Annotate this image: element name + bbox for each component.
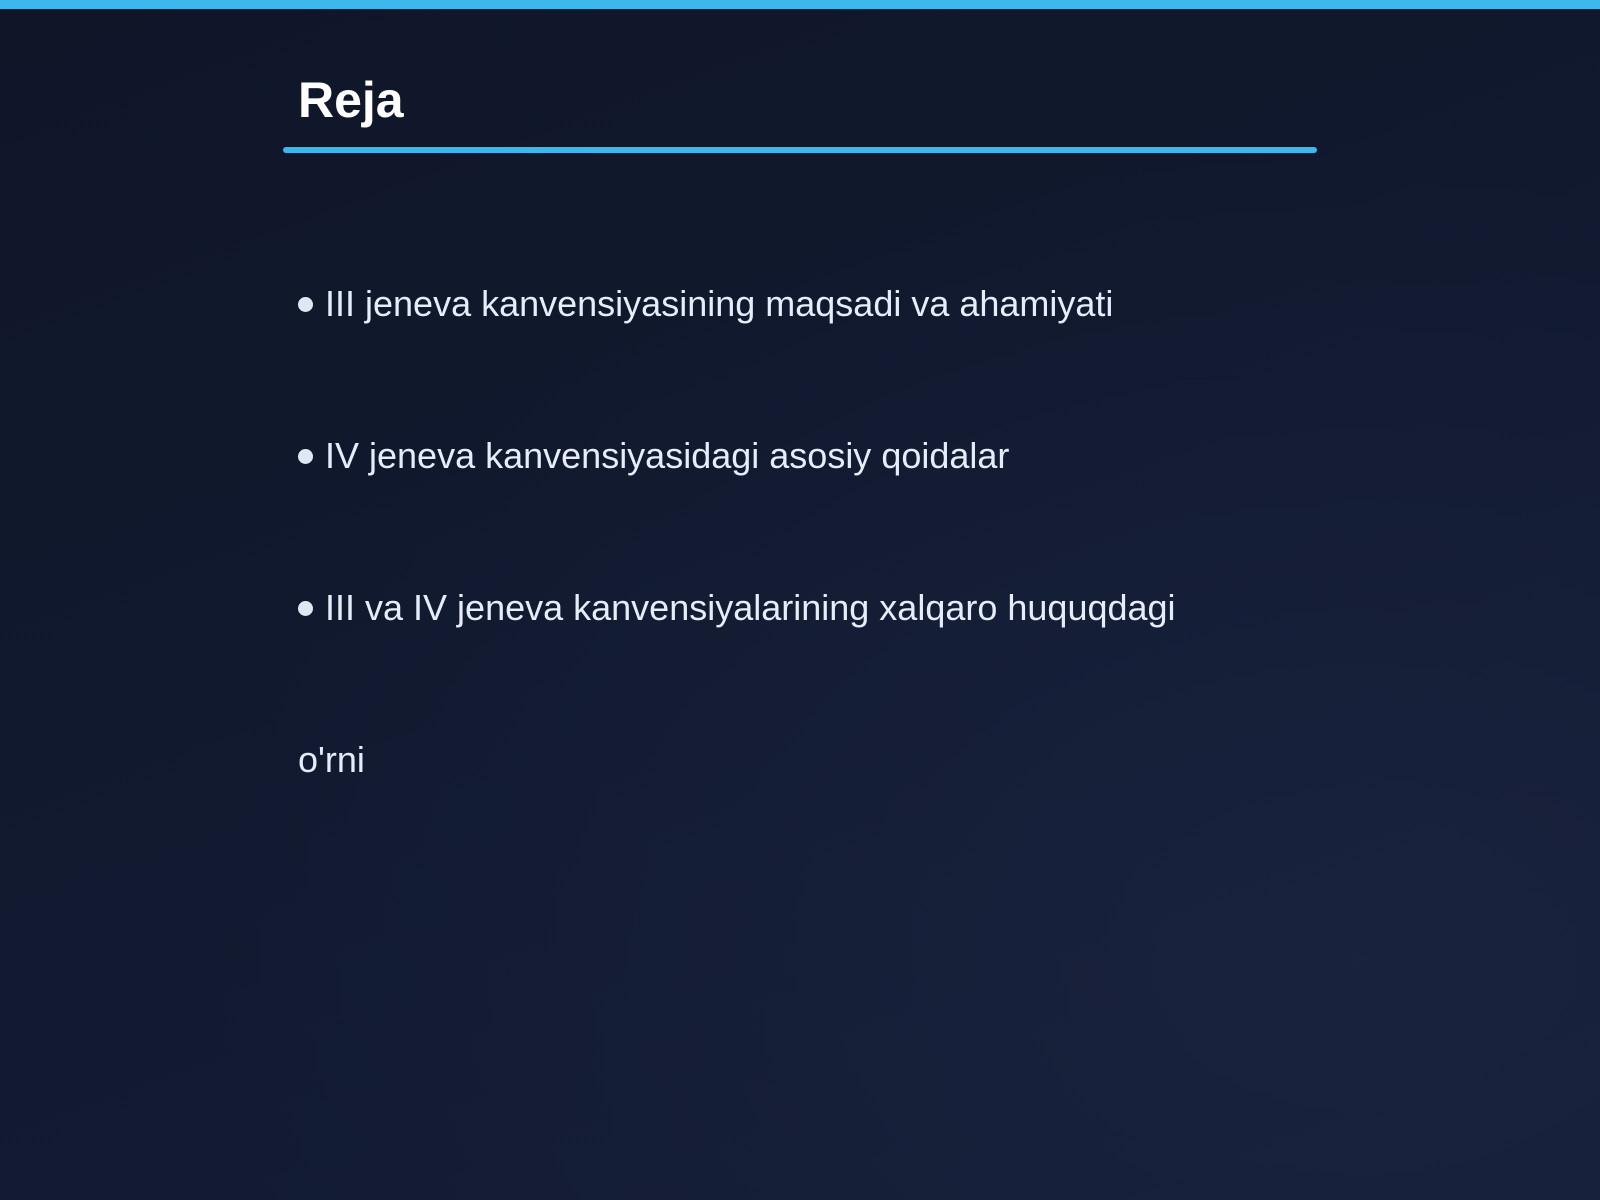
plan-item [298, 578, 1176, 638]
plan-item-text: III va IV jeneva kanvensiyalarining xalqaro huquqdagi [325, 587, 1176, 628]
plan-item-text: IV jeneva kanvensiyasidagi asosiy qoidalar [325, 435, 1010, 476]
slide-title: Reja [298, 72, 404, 128]
title-underline [283, 147, 1317, 153]
plan-item [298, 274, 1113, 334]
plan-item-continuation: o'rni [298, 739, 365, 780]
bullet-icon [298, 449, 313, 464]
top-accent-bar [0, 0, 1600, 9]
plan-item [298, 426, 1009, 486]
bullet-icon [298, 601, 313, 616]
plan-item-text: III jeneva kanvensiyasining maqsadi va ahamiyati [325, 283, 1114, 324]
bullet-icon [298, 297, 313, 312]
